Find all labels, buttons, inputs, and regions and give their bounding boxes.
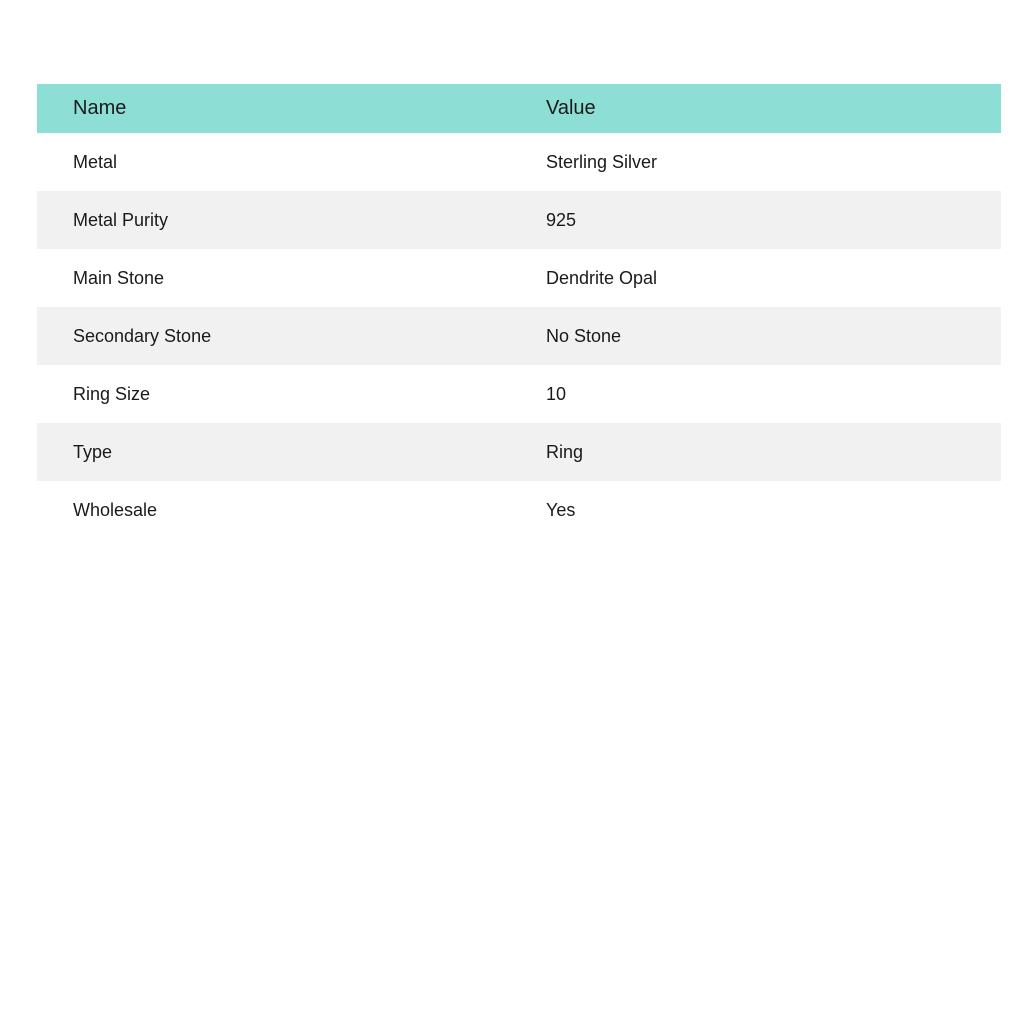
cell-value: Ring	[524, 423, 1001, 481]
cell-name: Wholesale	[37, 481, 524, 539]
specifications-table	[37, 84, 1001, 539]
cell-name: Secondary Stone	[37, 307, 524, 365]
cell-value: Yes	[524, 481, 1001, 539]
cell-value: No Stone	[524, 307, 1001, 365]
cell-value: Dendrite Opal	[524, 249, 1001, 307]
table-body	[37, 133, 1001, 539]
table-row	[37, 365, 1001, 423]
table-row	[37, 481, 1001, 539]
table-header	[37, 84, 1001, 133]
cell-value: 925	[524, 191, 1001, 249]
cell-value: Sterling Silver	[524, 133, 1001, 191]
column-header-value: Value	[524, 84, 1001, 133]
table-header-row	[37, 84, 1001, 133]
cell-name: Type	[37, 423, 524, 481]
cell-name: Metal	[37, 133, 524, 191]
table-row	[37, 307, 1001, 365]
table-row	[37, 133, 1001, 191]
table-row	[37, 423, 1001, 481]
cell-value: 10	[524, 365, 1001, 423]
cell-name: Main Stone	[37, 249, 524, 307]
cell-name: Metal Purity	[37, 191, 524, 249]
column-header-name: Name	[37, 84, 524, 133]
cell-name: Ring Size	[37, 365, 524, 423]
table-row	[37, 249, 1001, 307]
table-row	[37, 191, 1001, 249]
